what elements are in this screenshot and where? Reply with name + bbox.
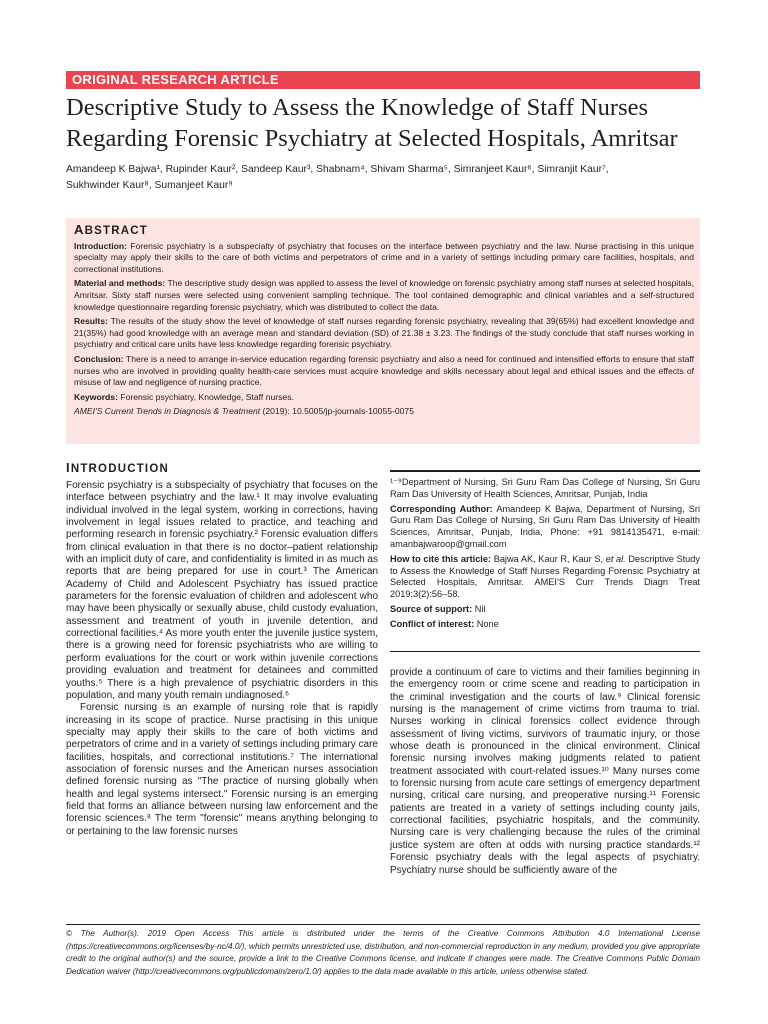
- left-column: [66, 480, 378, 838]
- conflict-of-interest: Conflict of interest: None: [390, 618, 499, 629]
- affiliation-box: [390, 470, 700, 634]
- author-line-2: Sukhwinder Kaur⁸, Sumanjeet Kaur⁹: [66, 180, 233, 191]
- abstract-introduction: Introduction: Forensic psychiatry is a subspecialty of psychiatry that focuses on the interface between psychiatry and the law. Nurse practising in this unique specialty may apply their skills to the care of both victims and perpetrators of crime and in a variety of settings including primary care facilities, hospitals, and correctional institutions.: [74, 240, 694, 274]
- abstract-keywords: Keywords: Forensic psychiatry, Knowledge, Staff nurses.: [74, 391, 294, 402]
- intro-paragraph-2: Forensic nursing is an example of nursing role that is rapidly increasing in its scope of practice. Nurse practising in this unique specialty may apply their skills to the care of both victims and perpetrators of crime and in a variety of settings including primary care facilities, hospitals, and correctional institutions.⁷ The international association of forensic nurses and the American nurses association defined forensic nursing as "The practice of nursing globally when health and legal systems intersect." Forensic nursing is an emerging field that forms an alliance between nursing law enforcement and the forensic sciences.⁸ The term "forensic" means anything belonging to or pertaining to the law forensic nurses: [66, 702, 378, 837]
- affiliation-department: ¹⁻⁹Department of Nursing, Sri Guru Ram Das College of Nursing, Sri Guru Ram Das University of Health Sciences, Amritsar, Punjab, India: [390, 477, 700, 499]
- author-line-1: Amandeep K Bajwa¹, Rupinder Kaur², Sandeep Kaur³, Shabnam⁴, Shivam Sharma⁵, Simranjeet Kaur⁶, Simranjit Kaur⁷,: [66, 164, 609, 175]
- abstract-box: [66, 218, 700, 444]
- affiliation-divider: [390, 651, 700, 652]
- right-column: [390, 667, 700, 877]
- source-of-support: Source of support: Nil: [390, 603, 486, 614]
- abstract-citation: AMEI'S Current Trends in Diagnosis & Treatment (2019): 10.5005/jp-journals-10055-0075: [74, 406, 414, 417]
- article-title: Descriptive Study to Assess the Knowledge of Staff Nurses Regarding Forensic Psychiatry at Selected Hospitals, Amritsar: [66, 94, 678, 152]
- how-to-cite: How to cite this article: Bajwa AK, Kaur R, Kaur S, et al. Descriptive Study to Assess the Knowledge of Staff Nurses Regarding Forensic Psychiatry at Selected Hospitals, Amritsar. AMEI'S Curr Trends Diagn Treat 2019;3(2):56–58.: [390, 553, 700, 600]
- intro-paragraph-3: provide a continuum of care to victims and their families beginning in the emergency room or crime scene and reading to participation in the criminal investigation and the courts of law.⁹ Clinical forensic nursing is the management of crime victims from trauma to trial. Nurses working in clinical forensics collect evidence through assessment of living victims, survivors of traumatic injury, or those whose death is pronounced in the clinical environment. Clinical forensic nursing involves making judgments related to patient treatment associated with court-related issues.¹⁰ Many nurses come to forensic nursing from acute care settings of emergency department nursing, critical care nursing, and preoperative nursing.¹¹ Forensic patients are treated in a variety of settings including county jails, correctional facilities, psychiatric hospitals, and the community. Nursing care is very challenging because the rules of the criminal justice system are often at odds with nursing practice standards.¹² Forensic psychiatry deals with the legal aspects of psychiatry. Psychiatry nurse should be sufficiently aware of the: [390, 667, 700, 876]
- abstract-results: Results: The results of the study show the level of knowledge of staff nurses regarding forensic psychiatry, revealing that 39(65%) had excellent knowledge and 21(35%) had good knowledge with an average mean and standard deviation (SD) of 21.38 ± 3.23. The findings of the study conclude that staff nurses working in psychiatry and critical care units have less knowledge regarding forensic psychiatry.: [74, 316, 694, 350]
- author-list: [66, 162, 706, 194]
- footer-divider: [66, 924, 700, 925]
- introduction-heading: INTRODUCTION: [66, 460, 169, 475]
- license-footer: © The Author(s). 2019 Open Access This article is distributed under the terms of the Creative Commons Attribution 4.0 International License (https://creativecommons.org/licenses/by-nc/4.0/), which permits unrestricted use, distribution, and non-commercial reproduction in any medium, provided you give appropriate credit to the original author(s) and the source, provide a link to the Creative Commons license, and indicate if changes were made. The Creative Commons Public Domain Dedication waiver (http://creativecommons.org/publicdomain/zero/1.0/) applies to the data made available in this article, unless otherwise stated.: [66, 929, 700, 976]
- intro-paragraph-1: Forensic psychiatry is a subspecialty of psychiatry that focuses on the interface between psychiatry and the law.¹ It may involve evaluating individual involved in the legal system, working in corrections, having involvement in legal issues related to practice, and teaching and performing research in forensic psychiatry.² Forensic evaluation differs from clinical evaluation in that there is no doctor–patient relationship with an implicit duty of care, and confidentiality is limited in as much as reports that are being prepared for use in court.³ The American Academy of Child and Adolescent Psychiatry has issued practice parameters for the forensic evaluation of children and adolescent who may have been physically or sexually abuse, child custody evaluation, assessment and treatment of youth in juvenile detention, and correctional facilities.⁴ As more youth enter the juvenile justice system, there is a growing need for forensic psychiatrists who are willing to perform evaluations for the court or work within juvenile corrections providing evaluation and treatment for detainees and committed youths.⁵ There is a high prevalence of psychiatric disorders in this population, and many youth remain undiagnosed.⁶: [66, 480, 378, 701]
- abstract-methods: Material and methods: The descriptive study design was applied to assess the level of knowledge on forensic psychiatry among staff nurses at selected hospitals, Amritsar. Sixty staff nurses were selected using convenient sampling technique. The tool contained demographic and clinical variables and a self-structured knowledge questionnaire regarding forensic psychiatry, which was distributed to collect the data.: [74, 278, 694, 312]
- article-type-banner: ORIGINAL RESEARCH ARTICLE: [66, 71, 700, 89]
- abstract-heading: ABSTRACT: [74, 222, 148, 237]
- abstract-conclusion: Conclusion: There is a need to arrange in-service education regarding forensic psychiatry and also a need for continued and intensified efforts to ensure that staff nurses who are involved in providing quality health-care services must acquire knowledge and skills necessary about legal and ethical issues and the effects of misuse of law and negligence of nursing practice.: [74, 353, 694, 388]
- corresponding-author: Corresponding Author: Amandeep K Bajwa, Department of Nursing, Sri Guru Ram Das College of Nursing, Sri Guru Ram Das University of Health Sciences, Amritsar, Punjab, India, Phone: +91 9814135471, e-mail: amanbajwaroop@gmail.com: [390, 503, 700, 549]
